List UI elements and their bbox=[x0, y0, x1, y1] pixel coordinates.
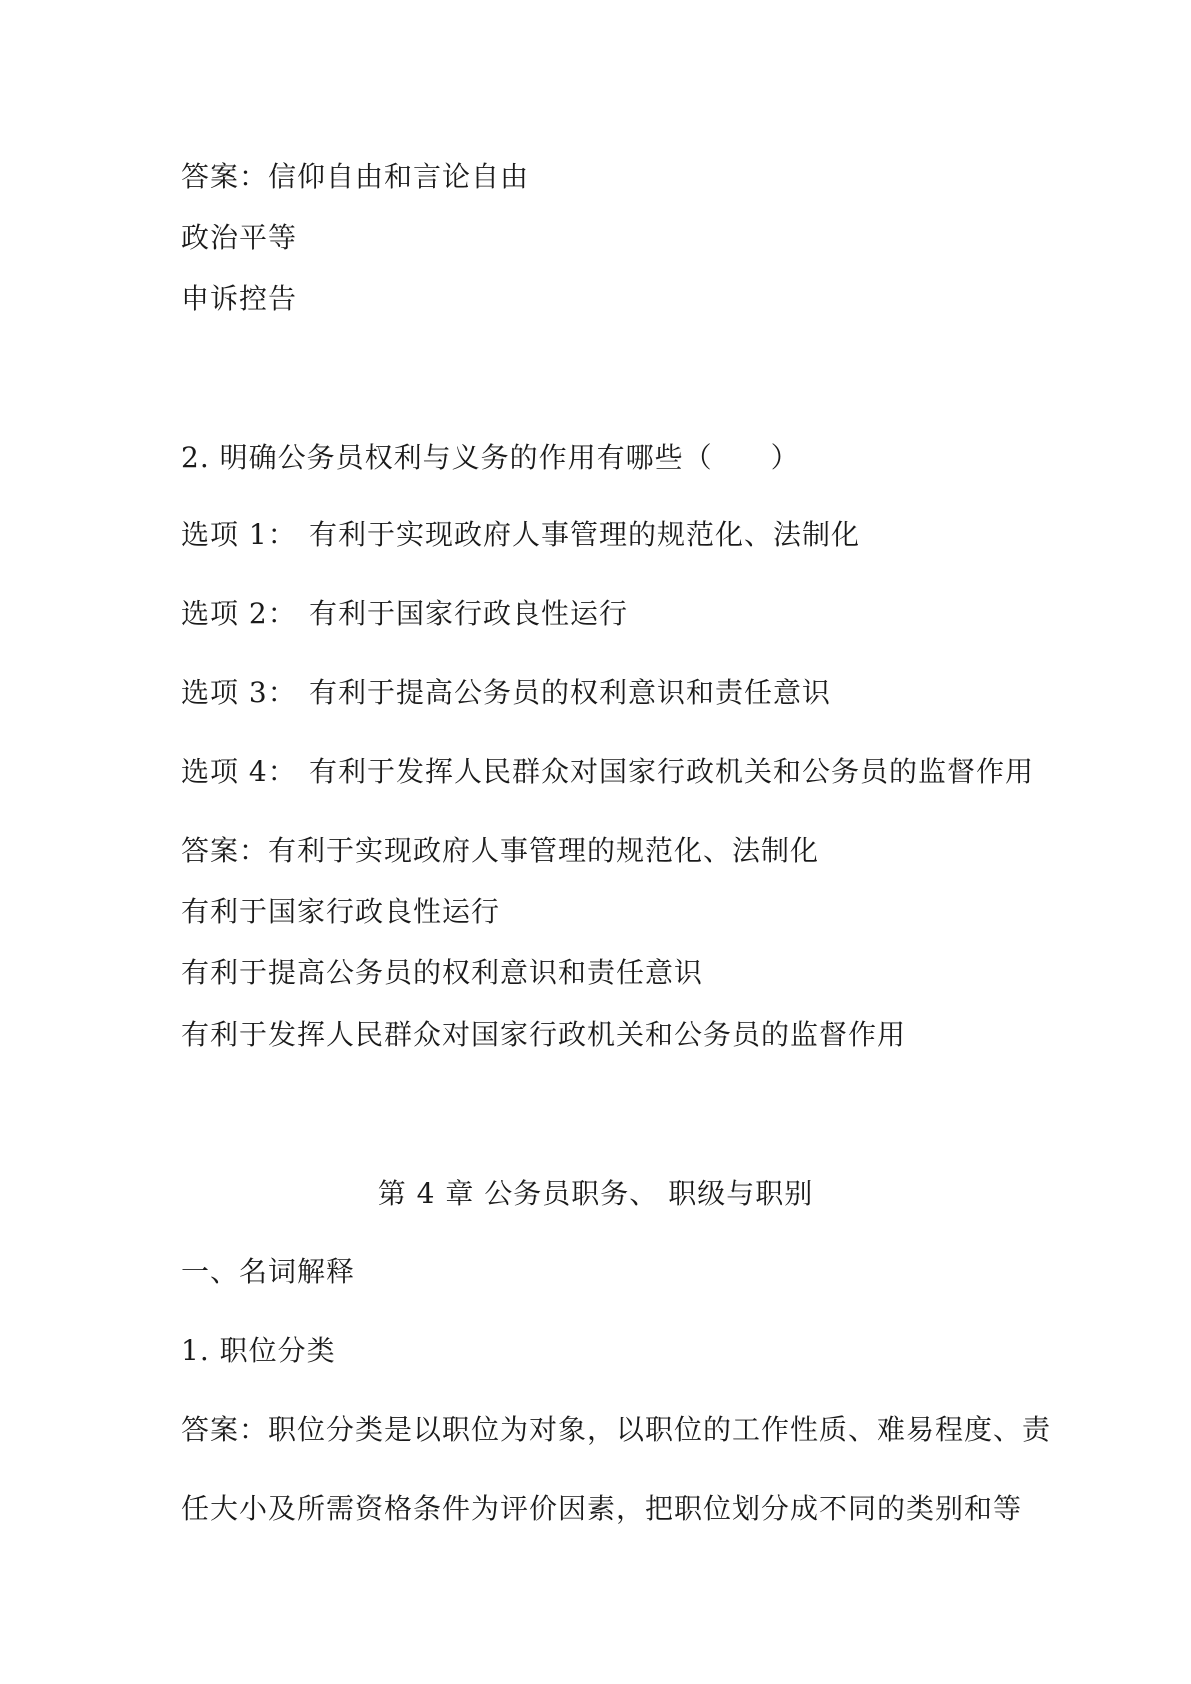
term-answer-text-1: 职位分类是以职位为对象，以职位的工作性质、难易程度、责 bbox=[268, 1413, 1052, 1446]
q2-option-3-label: 选项 3： bbox=[181, 676, 297, 709]
q1-answer-line-2: 政治平等 bbox=[181, 221, 298, 254]
q2-option-1 bbox=[181, 518, 860, 552]
q2-answer-line-3: 有利于提高公务员的权利意识和责任意识 bbox=[181, 956, 704, 989]
q2-answer-line-1 bbox=[181, 834, 819, 868]
q2-answer-text-1: 有利于实现政府人事管理的规范化、法制化 bbox=[268, 834, 820, 867]
q1-answer-line-1 bbox=[181, 160, 529, 194]
section-heading: 一、名词解释 bbox=[181, 1255, 356, 1288]
q2-option-3-text: 有利于提高公务员的权利意识和责任意识 bbox=[309, 676, 832, 709]
q2-question: 2. 明确公务员权利与义务的作用有哪些（ ） bbox=[181, 441, 800, 474]
q2-answer-label: 答案： bbox=[181, 834, 269, 867]
term-answer-line-1 bbox=[181, 1413, 1051, 1447]
q2-answer-line-2: 有利于国家行政良性运行 bbox=[181, 895, 501, 928]
q2-option-4 bbox=[181, 755, 1034, 789]
q1-answer-label: 答案： bbox=[181, 160, 269, 193]
q1-answer-line-3: 申诉控告 bbox=[181, 282, 298, 315]
q2-option-2 bbox=[181, 597, 628, 631]
q2-option-1-text: 有利于实现政府人事管理的规范化、法制化 bbox=[309, 518, 861, 551]
term-heading: 1. 职位分类 bbox=[181, 1334, 336, 1367]
q2-option-4-text: 有利于发挥人民群众对国家行政机关和公务员的监督作用 bbox=[309, 755, 1035, 788]
q1-answer-text-1: 信仰自由和言论自由 bbox=[268, 160, 530, 193]
q2-option-4-label: 选项 4： bbox=[181, 755, 297, 788]
q2-option-2-label: 选项 2： bbox=[181, 597, 297, 630]
q2-option-3 bbox=[181, 676, 831, 710]
chapter-title: 第 4 章 公务员职务、 职级与职别 bbox=[377, 1177, 814, 1210]
term-answer-line-2: 任大小及所需资格条件为评价因素，把职位划分成不同的类别和等 bbox=[181, 1492, 1023, 1525]
q2-option-2-text: 有利于国家行政良性运行 bbox=[309, 597, 629, 630]
q2-answer-line-4: 有利于发挥人民群众对国家行政机关和公务员的监督作用 bbox=[181, 1018, 907, 1051]
q2-option-1-label: 选项 1： bbox=[181, 518, 297, 551]
term-answer-label: 答案： bbox=[181, 1413, 269, 1446]
